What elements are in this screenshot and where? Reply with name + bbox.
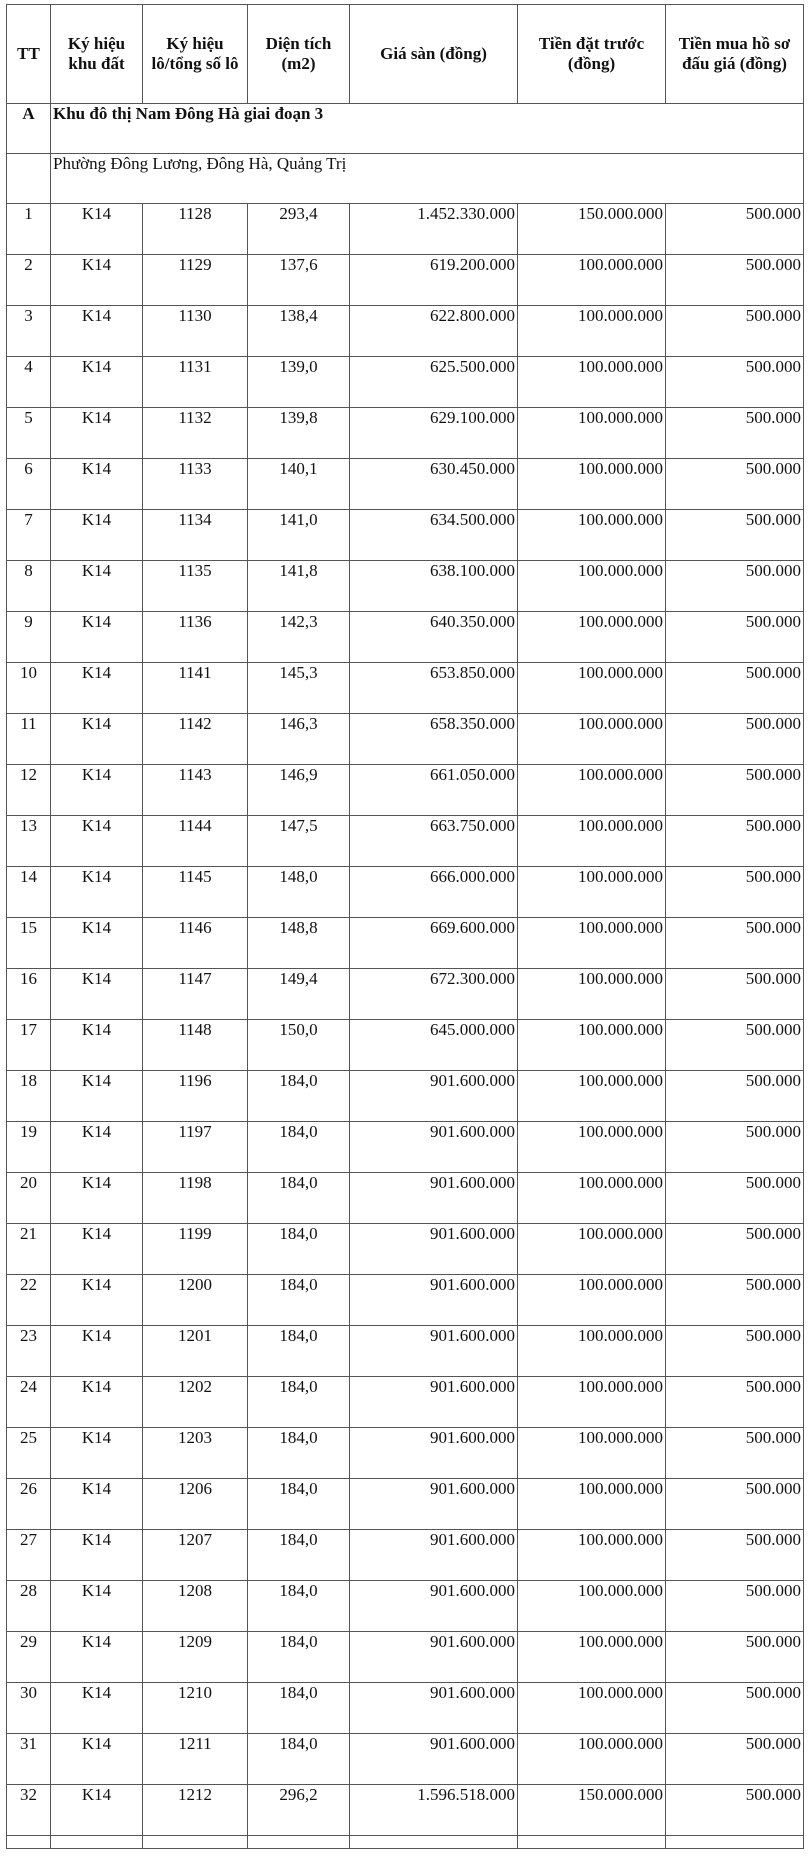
cell-land-code: K14 <box>51 612 143 663</box>
cell-lot-code: 1131 <box>143 357 248 408</box>
cell-lot-code: 1198 <box>143 1173 248 1224</box>
cell-deposit: 100.000.000 <box>518 765 666 816</box>
cell-deposit: 100.000.000 <box>518 1428 666 1479</box>
cell-dossier-fee: 500.000 <box>666 1734 804 1785</box>
cell-area: 184,0 <box>248 1530 350 1581</box>
cell-tt: 7 <box>7 510 51 561</box>
table-row <box>7 1275 804 1326</box>
cell-deposit: 100.000.000 <box>518 969 666 1020</box>
cell-lot-code: 1128 <box>143 204 248 255</box>
table-row <box>7 714 804 765</box>
cell-area: 140,1 <box>248 459 350 510</box>
cell-area: 184,0 <box>248 1581 350 1632</box>
cell-lot-code: 1202 <box>143 1377 248 1428</box>
cell-area: 142,3 <box>248 612 350 663</box>
cell-lot-code: 1142 <box>143 714 248 765</box>
cell-dossier-fee: 500.000 <box>666 1377 804 1428</box>
cell-dossier-fee: 500.000 <box>666 1122 804 1173</box>
table-row <box>7 510 804 561</box>
cell-area: 148,8 <box>248 918 350 969</box>
cell-tt: 17 <box>7 1020 51 1071</box>
table-row <box>7 561 804 612</box>
cell-tt: 5 <box>7 408 51 459</box>
cell-floor-price: 901.600.000 <box>350 1479 518 1530</box>
cell-area: 184,0 <box>248 1071 350 1122</box>
cell-dossier-fee: 500.000 <box>666 765 804 816</box>
table-row <box>7 1071 804 1122</box>
cell-dossier-fee: 500.000 <box>666 663 804 714</box>
cell-tt: 14 <box>7 867 51 918</box>
cell-dossier-fee: 500.000 <box>666 867 804 918</box>
table-row <box>7 918 804 969</box>
table-row <box>7 663 804 714</box>
cell-dossier-fee: 500.000 <box>666 561 804 612</box>
cell-floor-price: 661.050.000 <box>350 765 518 816</box>
cell-dossier-fee: 500.000 <box>666 357 804 408</box>
cell-deposit: 100.000.000 <box>518 1530 666 1581</box>
cell-deposit: 100.000.000 <box>518 306 666 357</box>
cell-deposit: 100.000.000 <box>518 1275 666 1326</box>
cell-land-code: K14 <box>51 1785 143 1836</box>
cell-land-code: K14 <box>51 765 143 816</box>
cell-area: 141,0 <box>248 510 350 561</box>
cell-lot-code: 1147 <box>143 969 248 1020</box>
cell-tt: 9 <box>7 612 51 663</box>
cell-tt: 19 <box>7 1122 51 1173</box>
table-row <box>7 765 804 816</box>
cell-dossier-fee: 500.000 <box>666 1785 804 1836</box>
cell-lot-code: 1135 <box>143 561 248 612</box>
cell-deposit: 100.000.000 <box>518 663 666 714</box>
table-row <box>7 1632 804 1683</box>
cell-dossier-fee: 500.000 <box>666 1479 804 1530</box>
header-row <box>7 5 804 104</box>
cell-area: 184,0 <box>248 1632 350 1683</box>
cell-deposit: 150.000.000 <box>518 1785 666 1836</box>
cell-dossier-fee: 500.000 <box>666 1326 804 1377</box>
col-header-area: Diện tích (m2) <box>248 5 350 104</box>
cell-floor-price: 901.600.000 <box>350 1071 518 1122</box>
cell-tt: 12 <box>7 765 51 816</box>
cell-area: 184,0 <box>248 1683 350 1734</box>
cell-dossier-fee: 500.000 <box>666 1071 804 1122</box>
cell-deposit: 100.000.000 <box>518 1683 666 1734</box>
cell-lot-code: 1212 <box>143 1785 248 1836</box>
cell-dossier-fee: 500.000 <box>666 1428 804 1479</box>
cell-deposit: 100.000.000 <box>518 1377 666 1428</box>
cell-tt: 15 <box>7 918 51 969</box>
cell-tt: 10 <box>7 663 51 714</box>
cell-tt: 27 <box>7 1530 51 1581</box>
table-row <box>7 612 804 663</box>
cell-deposit: 100.000.000 <box>518 255 666 306</box>
cell-floor-price: 622.800.000 <box>350 306 518 357</box>
cell-deposit: 100.000.000 <box>518 1020 666 1071</box>
cell-floor-price: 663.750.000 <box>350 816 518 867</box>
cell-land-code: K14 <box>51 1071 143 1122</box>
cell-lot-code: 1141 <box>143 663 248 714</box>
cell-land-code: K14 <box>51 1377 143 1428</box>
cell-dossier-fee: 500.000 <box>666 459 804 510</box>
cell-land-code: K14 <box>51 918 143 969</box>
cell-deposit: 100.000.000 <box>518 1479 666 1530</box>
cell-lot-code: 1130 <box>143 306 248 357</box>
table-row <box>7 255 804 306</box>
cell-dossier-fee: 500.000 <box>666 1224 804 1275</box>
table-row <box>7 306 804 357</box>
cell-area: 149,4 <box>248 969 350 1020</box>
cell-floor-price: 901.600.000 <box>350 1581 518 1632</box>
cell-area: 184,0 <box>248 1428 350 1479</box>
cell-dossier-fee: 500.000 <box>666 204 804 255</box>
table-row <box>7 408 804 459</box>
cell-tt: 6 <box>7 459 51 510</box>
empty-cell <box>666 1836 804 1849</box>
cell-lot-code: 1132 <box>143 408 248 459</box>
cell-area: 146,9 <box>248 765 350 816</box>
cell-floor-price: 625.500.000 <box>350 357 518 408</box>
cell-tt: 28 <box>7 1581 51 1632</box>
cell-area: 184,0 <box>248 1326 350 1377</box>
cell-land-code: K14 <box>51 867 143 918</box>
table-row <box>7 1173 804 1224</box>
cell-dossier-fee: 500.000 <box>666 1581 804 1632</box>
col-header-deposit: Tiền đặt trước (đồng) <box>518 5 666 104</box>
cell-deposit: 100.000.000 <box>518 1734 666 1785</box>
cell-area: 184,0 <box>248 1479 350 1530</box>
cell-floor-price: 901.600.000 <box>350 1326 518 1377</box>
cell-deposit: 100.000.000 <box>518 1071 666 1122</box>
cell-area: 184,0 <box>248 1734 350 1785</box>
cell-tt: 18 <box>7 1071 51 1122</box>
table-row <box>7 1020 804 1071</box>
cell-floor-price: 630.450.000 <box>350 459 518 510</box>
cell-floor-price: 901.600.000 <box>350 1632 518 1683</box>
empty-cell <box>518 1836 666 1849</box>
table-row <box>7 1734 804 1785</box>
cell-lot-code: 1208 <box>143 1581 248 1632</box>
col-header-floor-price: Giá sàn (đồng) <box>350 5 518 104</box>
cell-area: 184,0 <box>248 1275 350 1326</box>
cell-lot-code: 1203 <box>143 1428 248 1479</box>
cell-dossier-fee: 500.000 <box>666 1530 804 1581</box>
cell-deposit: 100.000.000 <box>518 357 666 408</box>
cell-land-code: K14 <box>51 1122 143 1173</box>
cell-deposit: 100.000.000 <box>518 867 666 918</box>
cell-tt: 13 <box>7 816 51 867</box>
cell-tt: 1 <box>7 204 51 255</box>
cell-land-code: K14 <box>51 1479 143 1530</box>
cell-floor-price: 672.300.000 <box>350 969 518 1020</box>
cell-area: 296,2 <box>248 1785 350 1836</box>
cell-dossier-fee: 500.000 <box>666 1020 804 1071</box>
cell-land-code: K14 <box>51 1173 143 1224</box>
cell-floor-price: 638.100.000 <box>350 561 518 612</box>
cell-lot-code: 1146 <box>143 918 248 969</box>
col-header-tt: TT <box>7 5 51 104</box>
cell-deposit: 100.000.000 <box>518 612 666 663</box>
cell-land-code: K14 <box>51 1326 143 1377</box>
cell-dossier-fee: 500.000 <box>666 408 804 459</box>
cell-floor-price: 901.600.000 <box>350 1275 518 1326</box>
cell-lot-code: 1129 <box>143 255 248 306</box>
cell-lot-code: 1209 <box>143 1632 248 1683</box>
empty-cell <box>143 1836 248 1849</box>
table-row <box>7 969 804 1020</box>
cell-area: 137,6 <box>248 255 350 306</box>
table-row <box>7 1326 804 1377</box>
cell-lot-code: 1134 <box>143 510 248 561</box>
section-title: Khu đô thị Nam Đông Hà giai đoạn 3 <box>51 104 804 154</box>
cell-dossier-fee: 500.000 <box>666 612 804 663</box>
empty-cell <box>248 1836 350 1849</box>
cell-tt: 22 <box>7 1275 51 1326</box>
cell-floor-price: 1.596.518.000 <box>350 1785 518 1836</box>
cell-area: 184,0 <box>248 1173 350 1224</box>
table-row <box>7 1530 804 1581</box>
cell-land-code: K14 <box>51 1275 143 1326</box>
cell-tt: 2 <box>7 255 51 306</box>
cell-land-code: K14 <box>51 663 143 714</box>
cell-floor-price: 901.600.000 <box>350 1734 518 1785</box>
cell-lot-code: 1206 <box>143 1479 248 1530</box>
cell-area: 139,8 <box>248 408 350 459</box>
cell-area: 293,4 <box>248 204 350 255</box>
cell-floor-price: 619.200.000 <box>350 255 518 306</box>
cell-area: 146,3 <box>248 714 350 765</box>
cell-land-code: K14 <box>51 459 143 510</box>
table-row <box>7 1377 804 1428</box>
cell-deposit: 100.000.000 <box>518 1581 666 1632</box>
cell-dossier-fee: 500.000 <box>666 816 804 867</box>
cell-deposit: 100.000.000 <box>518 816 666 867</box>
cell-tt: 26 <box>7 1479 51 1530</box>
cell-tt: 21 <box>7 1224 51 1275</box>
cell-lot-code: 1133 <box>143 459 248 510</box>
cell-land-code: K14 <box>51 1428 143 1479</box>
cell-tt: 4 <box>7 357 51 408</box>
table-row <box>7 867 804 918</box>
table-row-continuation <box>7 1836 804 1849</box>
cell-area: 184,0 <box>248 1377 350 1428</box>
cell-deposit: 100.000.000 <box>518 714 666 765</box>
cell-floor-price: 1.452.330.000 <box>350 204 518 255</box>
col-header-land-code: Ký hiệu khu đất <box>51 5 143 104</box>
location-row <box>7 154 804 204</box>
cell-tt: 23 <box>7 1326 51 1377</box>
cell-land-code: K14 <box>51 1581 143 1632</box>
cell-area: 138,4 <box>248 306 350 357</box>
table-row <box>7 816 804 867</box>
cell-dossier-fee: 500.000 <box>666 714 804 765</box>
cell-lot-code: 1211 <box>143 1734 248 1785</box>
cell-land-code: K14 <box>51 408 143 459</box>
location-empty-cell <box>7 154 51 204</box>
table-row <box>7 357 804 408</box>
cell-tt: 32 <box>7 1785 51 1836</box>
cell-dossier-fee: 500.000 <box>666 1683 804 1734</box>
table-row <box>7 1224 804 1275</box>
cell-area: 145,3 <box>248 663 350 714</box>
table-row <box>7 1785 804 1836</box>
cell-dossier-fee: 500.000 <box>666 255 804 306</box>
location-text: Phường Đông Lương, Đông Hà, Quảng Trị <box>51 154 804 204</box>
table-row <box>7 204 804 255</box>
cell-area: 184,0 <box>248 1224 350 1275</box>
cell-land-code: K14 <box>51 204 143 255</box>
cell-floor-price: 666.000.000 <box>350 867 518 918</box>
table-row <box>7 1683 804 1734</box>
cell-area: 184,0 <box>248 1122 350 1173</box>
cell-land-code: K14 <box>51 1632 143 1683</box>
cell-tt: 30 <box>7 1683 51 1734</box>
cell-land-code: K14 <box>51 714 143 765</box>
auction-lot-table <box>6 4 804 1849</box>
cell-lot-code: 1148 <box>143 1020 248 1071</box>
cell-dossier-fee: 500.000 <box>666 510 804 561</box>
table-row <box>7 459 804 510</box>
cell-lot-code: 1143 <box>143 765 248 816</box>
cell-land-code: K14 <box>51 357 143 408</box>
cell-floor-price: 658.350.000 <box>350 714 518 765</box>
cell-tt: 3 <box>7 306 51 357</box>
cell-floor-price: 653.850.000 <box>350 663 518 714</box>
cell-dossier-fee: 500.000 <box>666 1632 804 1683</box>
cell-land-code: K14 <box>51 510 143 561</box>
cell-floor-price: 901.600.000 <box>350 1683 518 1734</box>
cell-land-code: K14 <box>51 969 143 1020</box>
cell-lot-code: 1199 <box>143 1224 248 1275</box>
cell-land-code: K14 <box>51 561 143 612</box>
cell-deposit: 100.000.000 <box>518 459 666 510</box>
cell-area: 150,0 <box>248 1020 350 1071</box>
cell-land-code: K14 <box>51 1530 143 1581</box>
cell-area: 148,0 <box>248 867 350 918</box>
cell-tt: 24 <box>7 1377 51 1428</box>
cell-lot-code: 1200 <box>143 1275 248 1326</box>
cell-dossier-fee: 500.000 <box>666 1275 804 1326</box>
cell-land-code: K14 <box>51 1734 143 1785</box>
cell-tt: 20 <box>7 1173 51 1224</box>
cell-lot-code: 1207 <box>143 1530 248 1581</box>
cell-lot-code: 1144 <box>143 816 248 867</box>
cell-deposit: 100.000.000 <box>518 1122 666 1173</box>
table-row <box>7 1581 804 1632</box>
cell-deposit: 100.000.000 <box>518 1326 666 1377</box>
empty-cell <box>350 1836 518 1849</box>
cell-deposit: 100.000.000 <box>518 918 666 969</box>
cell-floor-price: 901.600.000 <box>350 1224 518 1275</box>
cell-dossier-fee: 500.000 <box>666 1173 804 1224</box>
cell-floor-price: 901.600.000 <box>350 1377 518 1428</box>
cell-floor-price: 669.600.000 <box>350 918 518 969</box>
cell-deposit: 150.000.000 <box>518 204 666 255</box>
cell-dossier-fee: 500.000 <box>666 918 804 969</box>
table-row <box>7 1479 804 1530</box>
cell-dossier-fee: 500.000 <box>666 306 804 357</box>
cell-land-code: K14 <box>51 1020 143 1071</box>
empty-cell <box>7 1836 51 1849</box>
empty-cell <box>51 1836 143 1849</box>
cell-floor-price: 645.000.000 <box>350 1020 518 1071</box>
cell-deposit: 100.000.000 <box>518 510 666 561</box>
cell-floor-price: 640.350.000 <box>350 612 518 663</box>
cell-tt: 25 <box>7 1428 51 1479</box>
col-header-dossier-fee: Tiền mua hồ sơ đấu giá (đồng) <box>666 5 804 104</box>
cell-land-code: K14 <box>51 1683 143 1734</box>
cell-tt: 16 <box>7 969 51 1020</box>
cell-lot-code: 1210 <box>143 1683 248 1734</box>
cell-floor-price: 901.600.000 <box>350 1122 518 1173</box>
cell-floor-price: 901.600.000 <box>350 1428 518 1479</box>
col-header-lot-code: Ký hiệu lô/tổng số lô <box>143 5 248 104</box>
cell-land-code: K14 <box>51 255 143 306</box>
cell-land-code: K14 <box>51 816 143 867</box>
cell-floor-price: 634.500.000 <box>350 510 518 561</box>
section-code: A <box>7 104 51 154</box>
cell-tt: 29 <box>7 1632 51 1683</box>
cell-tt: 11 <box>7 714 51 765</box>
cell-deposit: 100.000.000 <box>518 1632 666 1683</box>
cell-lot-code: 1197 <box>143 1122 248 1173</box>
section-row <box>7 104 804 154</box>
cell-area: 141,8 <box>248 561 350 612</box>
cell-land-code: K14 <box>51 306 143 357</box>
cell-floor-price: 901.600.000 <box>350 1173 518 1224</box>
cell-lot-code: 1201 <box>143 1326 248 1377</box>
cell-area: 147,5 <box>248 816 350 867</box>
cell-lot-code: 1196 <box>143 1071 248 1122</box>
cell-land-code: K14 <box>51 1224 143 1275</box>
cell-deposit: 100.000.000 <box>518 561 666 612</box>
cell-deposit: 100.000.000 <box>518 1224 666 1275</box>
table-row <box>7 1122 804 1173</box>
table-row <box>7 1428 804 1479</box>
cell-dossier-fee: 500.000 <box>666 969 804 1020</box>
cell-floor-price: 629.100.000 <box>350 408 518 459</box>
cell-area: 139,0 <box>248 357 350 408</box>
cell-tt: 31 <box>7 1734 51 1785</box>
cell-tt: 8 <box>7 561 51 612</box>
cell-floor-price: 901.600.000 <box>350 1530 518 1581</box>
cell-lot-code: 1145 <box>143 867 248 918</box>
cell-deposit: 100.000.000 <box>518 1173 666 1224</box>
cell-lot-code: 1136 <box>143 612 248 663</box>
cell-deposit: 100.000.000 <box>518 408 666 459</box>
